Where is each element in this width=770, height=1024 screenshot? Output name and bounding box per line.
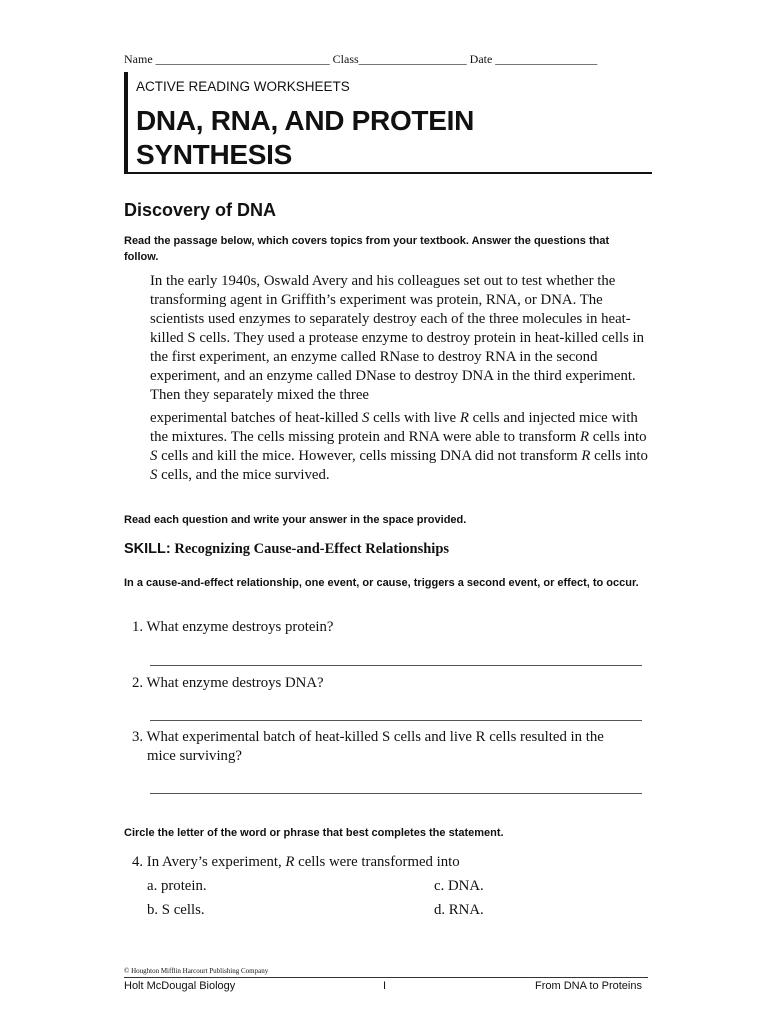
footer-page-number: I [383, 980, 387, 992]
write-answer-instruction: Read each question and write your answer in the space provided. [124, 514, 467, 526]
name-class-date-line: Name _____________________________ Class__________________ Date _________________ [124, 52, 598, 66]
choice-d[interactable]: d. RNA. [434, 902, 484, 918]
choice-b[interactable]: b. S cells. [147, 902, 205, 918]
footer-chapter-title: From DNA to Proteins [535, 980, 642, 992]
reading-passage [150, 272, 650, 485]
title-line-1: DNA, RNA, AND PROTEIN [136, 105, 474, 136]
skill-label: SKILL: [124, 541, 171, 557]
passage-paragraph-2: experimental batches of heat-killed S cells with live R cells and injected mice with the mixtures. The cells missing protein and RNA were able to transform R cells into S cells and kill the mice. However, cells missing DNA did not transform R cells into S cells, and the mice survived. [150, 410, 648, 483]
cause-effect-definition: In a cause-and-effect relationship, one event, or cause, triggers a second event, or effect, to occur. [124, 577, 639, 589]
footer-book-title: Holt McDougal Biology [124, 980, 236, 992]
question-2: 2. What enzyme destroys DNA? [132, 675, 324, 691]
section-heading: Discovery of DNA [124, 200, 277, 220]
skill-name: Recognizing Cause-and-Effect Relationships [174, 541, 450, 557]
footer-divider [124, 977, 648, 978]
circle-instruction: Circle the letter of the word or phrase that best completes the statement. [124, 827, 504, 839]
passage-paragraph-1: In the early 1940s, Oswald Avery and his colleagues set out to test whether the transforming agent in Griffith’s experiment was protein, RNA, or DNA. The scientists used enzymes to separately destroy each of the three molecules in heat-killed S cells. They used a protease enzyme to destroy protein in heat-killed cells in the first experiment, an enzyme called RNase to destroy RNA in the second experiment, and an enzyme called DNase to destroy DNA in the third experiment. Then they separately mixed the three [150, 273, 645, 403]
copyright-notice: © Houghton Mifflin Harcourt Publishing Company [124, 967, 269, 975]
question-1: 1. What enzyme destroys protein? [132, 619, 334, 635]
worksheet-kicker: ACTIVE READING WORKSHEETS [136, 79, 350, 94]
question-3: 3. What experimental batch of heat-killed S cells and live R cells resulted in the mice surviving? [132, 729, 604, 764]
answer-line-3[interactable] [150, 793, 642, 794]
answer-line-2[interactable] [150, 720, 642, 721]
question-4: 4. In Avery’s experiment, R cells were transformed into [132, 854, 460, 870]
choice-c[interactable]: c. DNA. [434, 878, 484, 894]
skill-heading [124, 541, 449, 558]
answer-line-1[interactable] [150, 665, 642, 666]
page-title [136, 104, 474, 172]
passage-instruction: Read the passage below, which covers topics from your textbook. Answer the questions that follow. [124, 235, 610, 263]
title-line-2: SYNTHESIS [136, 139, 293, 170]
choice-a[interactable]: a. protein. [147, 878, 207, 894]
